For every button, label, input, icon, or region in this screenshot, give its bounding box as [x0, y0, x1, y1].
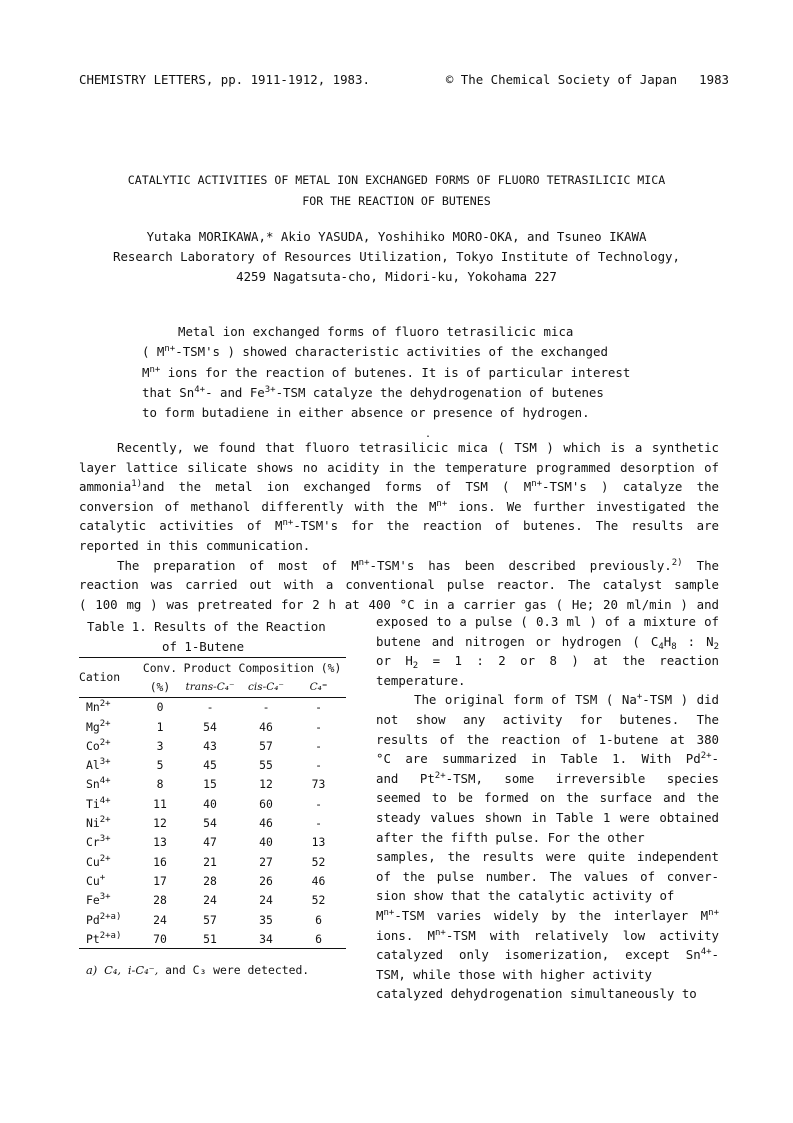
body-line: catalytic activities of $M^{n+}-TSM's$ for the reaction of butenes. The results are [79, 518, 720, 534]
cell-cis: - [262, 700, 270, 715]
body-line: seemed to be formed on the surface and the [376, 790, 719, 806]
table-body [79, 697, 346, 949]
cell-cis: 60 [259, 796, 273, 811]
affiliation-line-2: 4259 Nagatsuta-cho, Midori-ku, Yokohama 227 [236, 269, 557, 284]
table-caption [87, 617, 326, 656]
table-row [79, 871, 346, 890]
cell-trans: 54 [203, 816, 217, 831]
header-year: 1983 [699, 72, 729, 87]
title-line-2: FOR THE REACTION OF BUTENES [302, 194, 491, 208]
journal-citation: CHEMISTRY LETTERS, pp. 1911-1912, 1983. [79, 72, 370, 87]
cell-conversion: 5 [156, 758, 164, 773]
table-row [79, 910, 346, 929]
abstract-line: that $Sn^{4+}-$ and $Fe^{3+}$-TSM catalyze the dehydrogenation of butenes [142, 384, 604, 400]
cell-cis: 40 [259, 835, 273, 850]
body-line: The original form of TSM ( Na+-TSM ) did [414, 692, 719, 708]
table-row [79, 736, 346, 755]
cell-trans: 47 [203, 835, 217, 850]
cell-conversion: 17 [153, 873, 167, 888]
header-product-composition: Product Composition (%) [183, 660, 342, 675]
table-caption-line-2: of 1-Butene [162, 638, 245, 654]
cell-butadiene: 13 [311, 835, 326, 850]
body-line: Recently, we found that fluoro tetrasilicic mica ( TSM ) which is a synthetic [117, 440, 719, 455]
body-line: ( 100 mg ) was pretreated for 2 h at 400 °C in a carrier gas ( He; 20 ml/min ) and [79, 596, 719, 612]
table-row [79, 833, 346, 852]
cell-cation: Cu+ [86, 872, 106, 888]
abstract-line: $M^{n+}$ ions for the reaction of butenes. It is of particular interest [142, 364, 631, 380]
body-line: steady values shown in Table 1 were obtained [376, 809, 719, 825]
body-line: ions. $M^{n+}$-TSM with relatively low activity [376, 927, 719, 943]
table-row [79, 697, 346, 717]
body-line: The preparation of most of $M^{n+}-TSM's$ has been described previously.$^{2)}$ The [117, 557, 720, 573]
table-row [79, 794, 346, 813]
cell-cation: $Al^{3+}$ [86, 757, 111, 773]
body-line: catalyzed dehydrogenation simultaneously to [376, 986, 697, 1002]
abstract-line: to form butadiene in either absence or presence of hydrogen. [142, 405, 590, 421]
cell-conversion: 28 [153, 893, 167, 908]
body-line: not show any activity for butenes. The [376, 711, 719, 727]
cell-butadiene: - [315, 758, 322, 773]
cell-cation: $Sn^{4+}$ [86, 776, 111, 792]
body-line: after the fifth pulse. For the other [376, 829, 645, 845]
cell-butadiene: 73 [311, 777, 326, 792]
cell-butadiene: 6 [315, 931, 322, 946]
page-header [79, 72, 729, 87]
cell-butadiene: 46 [311, 873, 326, 888]
cell-butadiene: - [315, 700, 322, 715]
cell-conversion: 8 [156, 777, 164, 792]
cell-butadiene: - [315, 796, 322, 811]
cell-trans: 15 [203, 777, 217, 792]
cell-cis: 26 [259, 873, 273, 888]
table-row [79, 755, 346, 774]
cell-trans: 54 [203, 719, 217, 734]
cell-cation: $Pt^{2+a)}$ [86, 930, 122, 946]
cell-cation: $Cr^{3+}$ [86, 834, 111, 850]
header-cis-butene: cis-C₄⁻ [248, 680, 284, 693]
cell-butadiene: 52 [311, 893, 326, 908]
body-line: butene and nitrogen or hydrogen ( $C_4H_8$ : $N_2$ [376, 633, 719, 652]
table-caption-line-1: Table 1. Results of the Reaction [87, 619, 326, 634]
copyright-notice: © The Chemical Society of Japan [445, 72, 678, 87]
cell-trans: 45 [203, 758, 217, 773]
header-butadiene: C₄⁼ [309, 680, 328, 693]
body-line: temperature. [376, 672, 466, 688]
cell-trans: 57 [203, 912, 217, 927]
cell-cation: $Co^{2+}$ [86, 737, 111, 753]
author-names: Yutaka MORIKAWA,* Akio YASUDA, Yoshihiko MORO-OKA, and Tsuneo IKAWA [146, 229, 647, 244]
table-row [79, 852, 346, 871]
table-row [79, 813, 346, 832]
cell-cation: $Ti^{4+}$ [86, 795, 111, 811]
cell-trans: - [206, 700, 214, 715]
cell-cation: $Mg^{2+}$ [86, 718, 111, 734]
table-footnote: a) C₄, i-C₄⁻, and C₃ were detected. [86, 963, 310, 977]
cell-butadiene: 52 [311, 854, 326, 869]
header-cation: Cation [79, 670, 121, 685]
cell-conversion: 16 [153, 854, 167, 869]
cell-cation: $Mn^{2+}$ [86, 699, 111, 715]
cell-conversion: 12 [153, 816, 167, 831]
cell-cis: 34 [259, 931, 273, 946]
body-text-right-column [376, 612, 719, 1004]
body-line: or $H_2 = 1$ : 2 or 8 ) at the reaction [376, 653, 719, 672]
cell-cis: 57 [259, 738, 273, 753]
header-conversion: Conv. [142, 660, 178, 675]
cell-conversion: 0 [156, 700, 164, 715]
cell-cis: 46 [259, 816, 273, 831]
body-line: layer lattice silicate shows no acidity in the temperature programmed desorption of [79, 459, 719, 475]
cell-butadiene: - [315, 816, 322, 831]
table-row [79, 717, 346, 736]
body-line: ammonia$^{1)}$and the metal ion exchanged forms of TSM ( $M^{n+}-TSM's$ ) catalyze the [79, 479, 720, 495]
body-line: samples, the results were quite independent [376, 849, 719, 865]
cell-conversion: 24 [153, 912, 167, 927]
body-line: TSM, while those with higher activity [376, 966, 653, 982]
cell-cation: $Fe^{3+}$ [86, 892, 111, 908]
body-line: catalyzed only isomerization, except $Sn^{4+}-$ [376, 947, 719, 963]
body-line: results of the reaction of 1-butene at 380 [376, 731, 719, 747]
body-line: $M^{n+}$-TSM varies widely by the interlayer $M^{n+}$ [376, 907, 719, 923]
cell-trans: 43 [203, 738, 217, 753]
table-row [79, 929, 346, 949]
cell-conversion: 1 [156, 719, 164, 734]
cell-cis: 55 [259, 758, 273, 773]
paper-title [0, 170, 793, 212]
results-table [79, 657, 346, 949]
body-line: reported in this communication. [79, 537, 311, 553]
cell-conversion: 70 [153, 931, 167, 946]
cell-cis: 46 [259, 719, 273, 734]
body-line: °C are summarized in Table 1. With $Pd^{2+}-$ [376, 751, 719, 767]
body-line: conversion of methanol differently with the $M^{n+}$ ions. We further investigated the [79, 498, 719, 514]
cell-conversion: 11 [153, 796, 167, 811]
header-trans-butene: trans-C₄⁻ [185, 680, 235, 693]
table-row [79, 891, 346, 910]
cell-butadiene: - [315, 738, 322, 753]
body-line: reaction was carried out with a conventional pulse reactor. The catalyst sample [79, 577, 719, 593]
cell-butadiene: 6 [315, 912, 322, 927]
cell-cation: $Cu^{2+}$ [86, 853, 111, 869]
cell-cis: 27 [259, 854, 273, 869]
body-line: and $Pt^{2+}$-TSM, some irreversible species [376, 770, 719, 786]
cell-cation: $Ni^{2+}$ [86, 815, 111, 831]
cell-trans: 28 [203, 873, 217, 888]
cell-cation: $Pd^{2+a)}$ [86, 911, 122, 927]
stray-dot: . [425, 429, 432, 440]
cell-trans: 24 [203, 893, 217, 908]
affiliation-line-1: Research Laboratory of Resources Utilization, Tokyo Institute of Technology, [113, 249, 680, 264]
cell-conversion: 3 [156, 738, 164, 753]
body-line: sion show that the catalytic activity of [376, 888, 675, 904]
cell-cis: 12 [259, 777, 273, 792]
abstract-line: ( $M^{n+}-TSM's$ ) showed characteristic activities of the exchanged [142, 344, 608, 360]
author-block [0, 227, 793, 287]
cell-conversion: 13 [153, 835, 167, 850]
cell-trans: 21 [203, 854, 217, 869]
abstract-line: Metal ion exchanged forms of fluoro tetrasilicic mica [178, 324, 574, 339]
body-line: of the pulse number. The values of conver- [376, 868, 719, 884]
cell-butadiene: - [315, 719, 322, 734]
header-conversion-unit: (%) [149, 679, 171, 694]
body-line: exposed to a pulse ( 0.3 ml ) of a mixture of [376, 614, 719, 629]
cell-cis: 24 [259, 893, 273, 908]
title-line-1: CATALYTIC ACTIVITIES OF METAL ION EXCHANGED FORMS OF FLUORO TETRASILICIC MICA [127, 173, 666, 187]
cell-trans: 51 [203, 931, 217, 946]
cell-cis: 35 [259, 912, 273, 927]
table-row [79, 775, 346, 794]
body-text-full [79, 438, 719, 614]
cell-trans: 40 [203, 796, 217, 811]
abstract [142, 322, 630, 423]
